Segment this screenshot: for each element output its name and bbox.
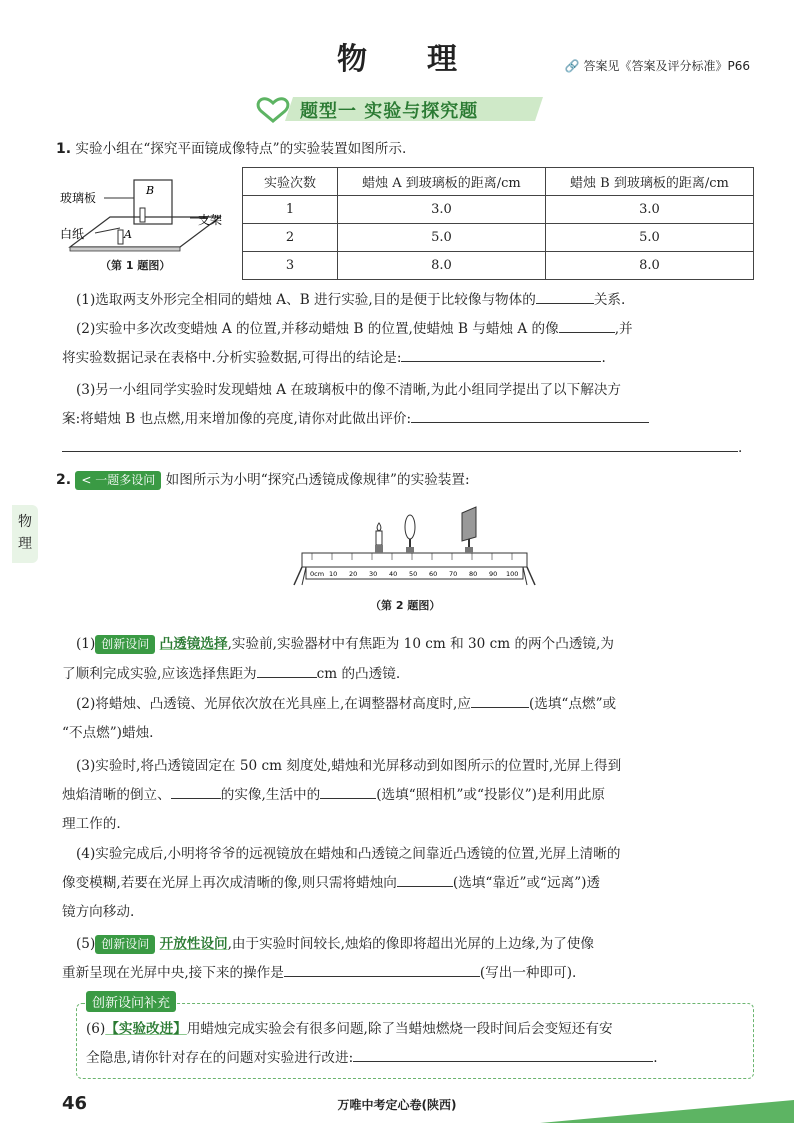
ruler-tick: 100	[506, 570, 519, 578]
supplement-label: 创新设问补充	[86, 991, 176, 1012]
answer-blank[interactable]	[411, 406, 649, 423]
table-header: 实验次数	[243, 168, 338, 196]
label-paper: 白纸	[60, 227, 85, 241]
q2-part3: (3)实验时,将凸透镜固定在 50 cm 刻度处,蜡烛和光屏移动到如图所示的位置时,光屏上得到	[76, 758, 622, 774]
improvement-tag: 【实验改进】	[105, 1021, 187, 1037]
page-number: 46	[62, 1093, 88, 1114]
label-stand: 支架	[198, 213, 223, 227]
table-row: 3 8.0 8.0	[243, 252, 754, 280]
footer-stripe	[530, 1100, 794, 1123]
answer-blank[interactable]	[257, 661, 317, 678]
answer-blank[interactable]	[171, 782, 221, 799]
q1-figure-caption: （第 1 题图）	[100, 259, 171, 272]
q1-part1: (1)选取两支外形完全相同的蜡烛 A、B 进行实验,目的是便于比较像与物体的 关系.	[76, 286, 756, 315]
table-header: 蜡烛 A 到玻璃板的距离/cm	[338, 168, 546, 196]
answer-blank[interactable]	[284, 960, 480, 977]
answer-blank[interactable]	[62, 435, 738, 452]
page-title: 物理	[337, 42, 517, 77]
q2-part3-end: 理工作的.	[62, 816, 121, 832]
q2-part4-cont: 像变模糊,若要在光屏上再次成清晰的像,则只需将蜡烛向 (选填“靠近”或“远离”)透	[62, 869, 752, 898]
q1-part2: (2)实验中多次改变蜡烛 A 的位置,并移动蜡烛 B 的位置,使蜡烛 B 与蜡烛 A 的像 ,并	[76, 315, 756, 344]
table-header-row	[243, 168, 754, 196]
ruler-tick: 80	[469, 570, 478, 578]
q2-part2-cont: “不点燃”)蜡烛.	[62, 725, 154, 741]
label-b: B	[146, 184, 155, 197]
link-icon: 🔗	[564, 59, 580, 73]
innovation-tag: 创新设问	[95, 635, 155, 654]
answer-blank[interactable]	[559, 316, 615, 333]
q1-part3-cont: 案:将蜡烛 B 也点燃,用来增加像的亮度,请你对此做出评价:	[62, 405, 752, 434]
ruler-tick: 30	[369, 570, 378, 578]
answer-blank[interactable]	[401, 345, 601, 362]
table-row: 1 3.0 3.0	[243, 196, 754, 224]
q2-part5-cont: 重新呈现在光屏中央,接下来的操作是 (写出一种即可).	[62, 959, 752, 988]
ruler-tick: 90	[489, 570, 498, 578]
ruler-tick: 0cm	[310, 570, 325, 578]
ruler-tick: 20	[349, 570, 358, 578]
q2-tag: < 一题多设问	[75, 471, 161, 490]
q1-data-table	[242, 167, 754, 280]
subject-side-tab: 物理	[12, 505, 38, 563]
q2-intro: 2. < 一题多设问 如图所示为小明“探究凸透镜成像规律”的实验装置:	[56, 472, 470, 488]
q1-part3-line2: .	[62, 434, 752, 463]
table-header: 蜡烛 B 到玻璃板的距离/cm	[545, 168, 753, 196]
topic-label: 开放性设问	[159, 936, 228, 952]
label-a: A	[124, 228, 132, 241]
answer-blank[interactable]	[320, 782, 376, 799]
q2-part2: (2)将蜡烛、凸透镜、光屏依次放在光具座上,在调整器材高度时,应 (选填“点燃”或	[76, 690, 756, 719]
table-row: 2 5.0 5.0	[243, 224, 754, 252]
q1-part2-cont: 将实验数据记录在表格中.分析实验数据,可得出的结论是: .	[62, 344, 752, 373]
q2-figure-optical-bench	[292, 505, 537, 590]
answer-blank[interactable]	[471, 691, 529, 708]
q2-figure-caption: （第 2 题图）	[370, 599, 441, 612]
answer-blank[interactable]	[536, 287, 594, 304]
ruler-tick: 10	[329, 570, 338, 578]
label-glass: 玻璃板	[60, 191, 97, 205]
section-title: 题型一 实验与探究题	[300, 101, 479, 122]
q2-part6-cont: 全隐患,请你针对存在的问题对实验进行改进: .	[86, 1044, 750, 1073]
q2-part1: (1) 创新设问 凸透镜选择,实验前,实验器材中有焦距为 10 cm 和 30 cm 的两个凸透镜,为	[76, 636, 614, 652]
ruler-tick: 70	[449, 570, 458, 578]
answer-blank[interactable]	[397, 870, 453, 887]
q1-part3: (3)另一小组同学实验时发现蜡烛 A 在玻璃板中的像不清晰,为此小组同学提出了以下解决方	[76, 382, 622, 398]
answer-reference: 🔗 答案见《答案及评分标准》P66	[564, 59, 750, 73]
q2-part4: (4)实验完成后,小明将爷爷的远视镜放在蜡烛和凸透镜之间靠近凸透镜的位置,光屏上清晰的	[76, 846, 621, 862]
book-title: 万唯中考定心卷(陕西)	[337, 1098, 457, 1112]
ruler-tick: 60	[429, 570, 438, 578]
innovation-tag: 创新设问	[95, 935, 155, 954]
ruler-tick: 50	[409, 570, 418, 578]
q2-part1-cont: 了顺利完成实验,应该选择焦距为 cm 的凸透镜.	[62, 660, 752, 689]
answer-blank[interactable]	[353, 1045, 653, 1062]
ruler-tick: 40	[389, 570, 398, 578]
topic-label: 凸透镜选择	[159, 636, 228, 652]
q2-part6: (6)【实验改进】用蜡烛完成实验会有很多问题,除了当蜡烛燃烧一段时间后会变短还有安	[86, 1021, 613, 1037]
q1-intro: 1. 实验小组在“探究平面镜成像特点”的实验装置如图所示.	[56, 141, 407, 157]
q2-part4-end: 镜方向移动.	[62, 904, 135, 920]
q2-part5: (5) 创新设问 开放性设问,由于实验时间较长,烛焰的像即将超出光屏的上边缘,为了使像	[76, 936, 594, 952]
q2-part3-cont: 烛焰清晰的倒立、 的实像,生活中的 (选填“照相机”或“投影仪”)是利用此原	[62, 781, 752, 810]
